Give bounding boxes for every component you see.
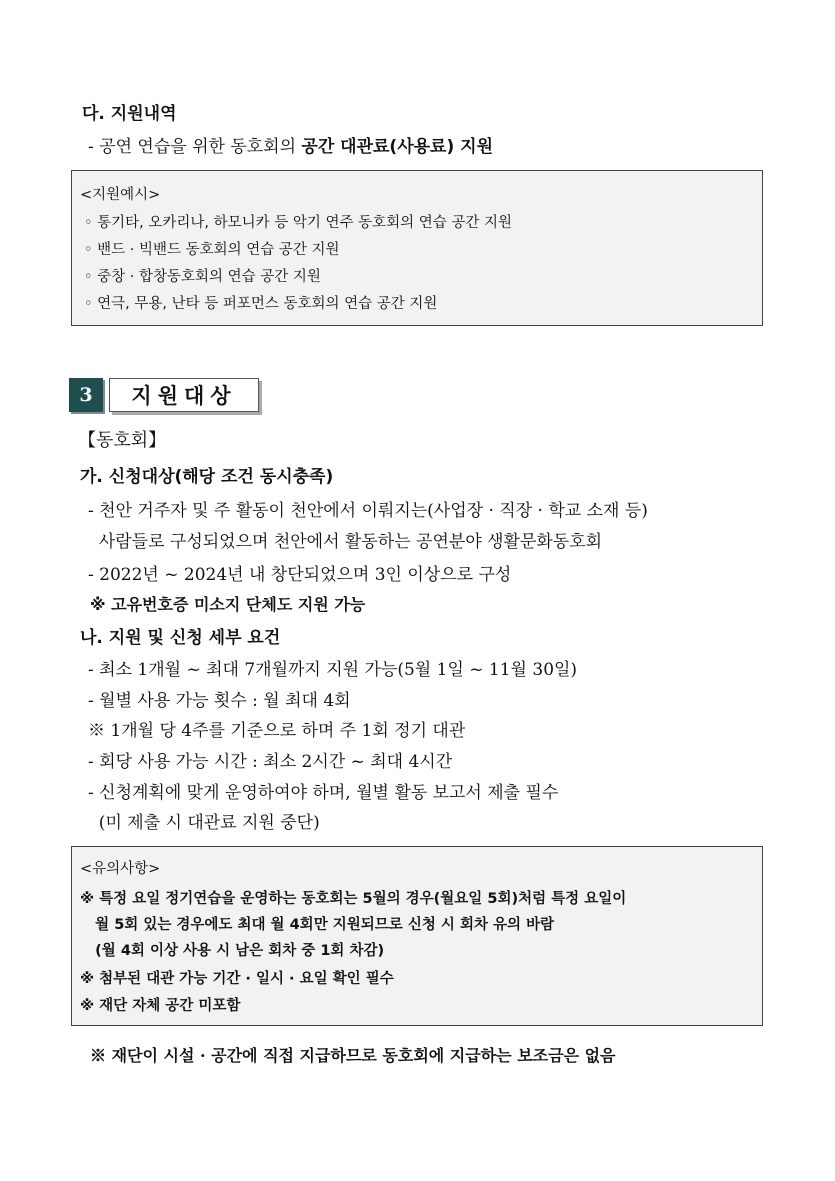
example-box: [71, 170, 763, 326]
example-item: ◦ 통기타, 오카리나, 하모니카 등 악기 연주 동호회의 연습 공간 지원: [84, 215, 513, 231]
caution-item: ※ 재단 자체 공간 미포함: [80, 998, 241, 1014]
section-title: 지원대상: [109, 378, 259, 412]
caution-item: 월 5회 있는 경우에도 최대 월 4회만 지원되므로 신청 시 회차 유의 바람: [80, 917, 555, 933]
example-item: ◦ 연극, 무용, 난타 등 퍼포먼스 동호회의 연습 공간 지원: [84, 296, 438, 312]
section-da-line-text: - 공연 연습을 위한 동호회의: [88, 137, 302, 157]
caution-box: [71, 846, 763, 1026]
section-na-line: - 신청계획에 맞게 운영하여야 하며, 월별 활동 보고서 제출 필수: [88, 783, 559, 803]
section-na-line: - 월별 사용 가능 횟수 : 월 최대 4회: [88, 691, 351, 711]
example-item: ◦ 밴드 · 빅밴드 동호회의 연습 공간 지원: [84, 242, 340, 258]
section-da-heading: 다. 지원내역: [82, 104, 177, 124]
final-note: ※ 재단이 시설 · 공간에 직접 지급하므로 동호회에 지급하는 보조금은 없음: [90, 1046, 616, 1065]
section-na-line: ※ 1개월 당 4주를 기준으로 하며 주 1회 정기 대관: [88, 721, 466, 741]
section-ga-line: - 천안 거주자 및 주 활동이 천안에서 이뤄지는(사업장 · 직장 · 학교 소재 등): [88, 501, 648, 521]
example-box-title: <지원예시>: [80, 187, 161, 203]
club-label: 【동호회】: [78, 430, 167, 451]
section-na-heading: 나. 지원 및 신청 세부 요건: [80, 628, 281, 648]
section-ga-line: 사람들로 구성되었으며 천안에서 활동하는 공연분야 생활문화동호회: [88, 532, 603, 552]
section-da-line: [88, 132, 493, 157]
caution-item: ※ 특정 요일 정기연습을 운영하는 동호회는 5월의 경우(월요일 5회)처럼 특정 요일이: [80, 891, 627, 907]
section-number-badge: 3: [69, 378, 103, 412]
section-ga-note: ※ 고유번호증 미소지 단체도 지원 가능: [90, 595, 366, 614]
caution-box-title: <유의사항>: [80, 861, 161, 877]
caution-item: (월 4회 이상 사용 시 남은 회차 중 1회 차감): [80, 943, 385, 959]
section-na-line: (미 제출 시 대관료 지원 중단): [88, 813, 320, 833]
section-ga-line: - 2022년 ~ 2024년 내 창단되었으며 3인 이상으로 구성: [88, 565, 512, 585]
section-ga-heading: 가. 신청대상(해당 조건 동시충족): [80, 467, 334, 487]
section-na-line: - 회당 사용 가능 시간 : 최소 2시간 ~ 최대 4시간: [88, 752, 453, 772]
caution-item: ※ 첨부된 대관 가능 기간 · 일시 · 요일 확인 필수: [80, 971, 394, 987]
section-da-line-bold: 공간 대관료(사용료) 지원: [301, 137, 494, 157]
example-item: ◦ 중창 · 합창동호회의 연습 공간 지원: [84, 269, 321, 285]
section-na-line: - 최소 1개월 ~ 최대 7개월까지 지원 가능(5월 1일 ~ 11월 30일): [88, 660, 578, 680]
